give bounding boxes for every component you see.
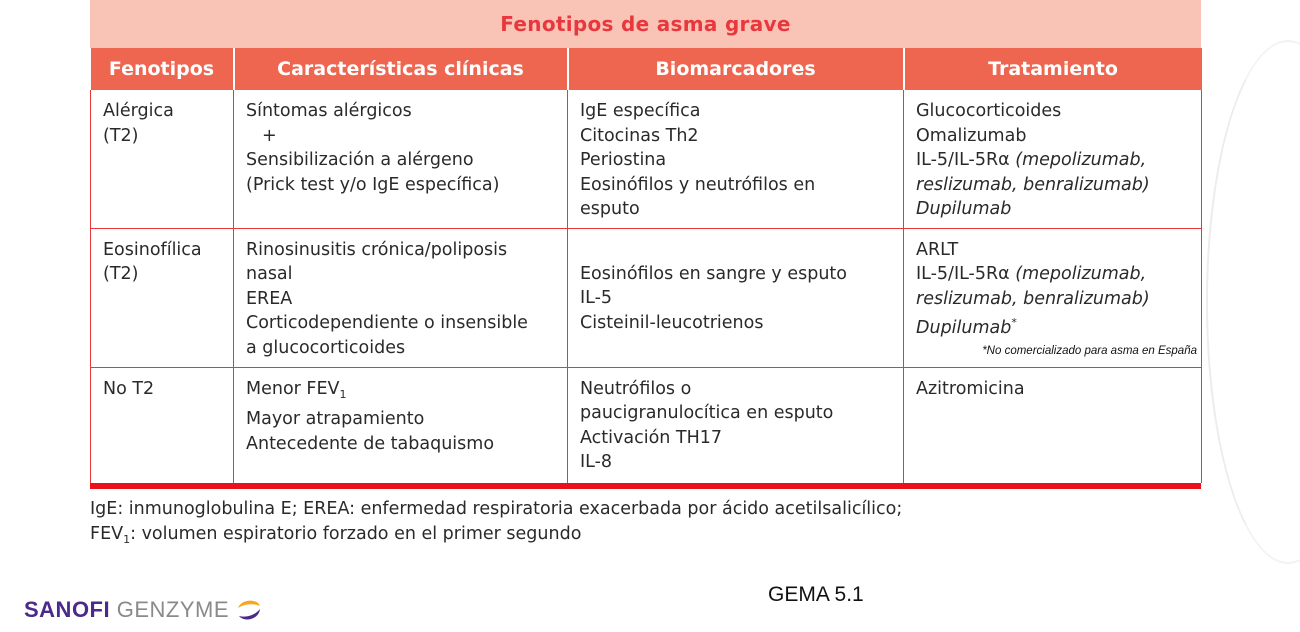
decorative-curve bbox=[1206, 40, 1300, 564]
cell-clinicas: Menor $FEV_1$ Mayor atrapamiento Antecedente de tabaquismo bbox=[234, 367, 568, 483]
table-row-no-t2 bbox=[91, 367, 1202, 483]
cell-clinicas: Rinosinusitis crónica/poliposis nasal EREA Corticodependiente o insensible a glucocorticoides bbox=[234, 228, 568, 367]
phenotype-table bbox=[90, 0, 1201, 489]
source-label: GEMA 5.1 bbox=[768, 583, 864, 606]
header-row bbox=[91, 48, 1202, 90]
cell-fenotipo: Eosinofílica (T2) bbox=[91, 228, 234, 367]
abbreviations-legend: IgE: inmunoglobulina E; EREA: enfermedad respiratoria exacerbada por ácido acetilsalicílico; $FEV_1$: volumen espiratorio forzado en el primer segundo bbox=[90, 499, 903, 546]
cell-tratamiento: ARLT IL-5/IL-5Rα (mepolizumab, reslizumab, benralizumab) Dupilumab* *No comercializado para asma en España bbox=[904, 228, 1202, 367]
cell-biomarcadores: IgE específica Citocinas Th2 Periostina Eosinófilos y neutrófilos en esputo bbox=[568, 90, 904, 228]
table-bottom-rule bbox=[90, 483, 1201, 489]
header-fenotipos: Fenotipos bbox=[91, 48, 234, 90]
cell-fenotipo: No T2 bbox=[91, 367, 234, 483]
table-row-eosinofilica bbox=[91, 228, 1202, 367]
table-title: Fenotipos de asma grave bbox=[90, 0, 1201, 48]
footnote-not-commercialized: *No comercializado para asma en España bbox=[982, 345, 1197, 357]
header-caracteristicas: Características clínicas bbox=[234, 48, 568, 90]
header-biomarcadores: Biomarcadores bbox=[568, 48, 904, 90]
cell-tratamiento: Glucocorticoides Omalizumab IL-5/IL-5Rα (mepolizumab, reslizumab, benralizumab) Dupilumab bbox=[904, 90, 1202, 228]
header-tratamiento: Tratamiento bbox=[904, 48, 1202, 90]
cell-biomarcadores: Neutrófilos o paucigranulocítica en esputo Activación TH17 IL-8 bbox=[568, 367, 904, 483]
cell-clinicas: Síntomas alérgicos + Sensibilización a alérgeno (Prick test y/o IgE específica) bbox=[234, 90, 568, 228]
sanofi-swirl-icon bbox=[235, 597, 263, 623]
cell-tratamiento: Azitromicina bbox=[904, 367, 1202, 483]
cell-biomarcadores: Eosinófilos en sangre y esputo IL-5 Cisteinil-leucotrienos bbox=[568, 228, 904, 367]
cell-fenotipo: Alérgica (T2) bbox=[91, 90, 234, 228]
table-grid bbox=[90, 48, 1202, 483]
table-row-alergica bbox=[91, 90, 1202, 228]
sanofi-genzyme-logo: SANOFI GENZYME bbox=[24, 597, 263, 623]
